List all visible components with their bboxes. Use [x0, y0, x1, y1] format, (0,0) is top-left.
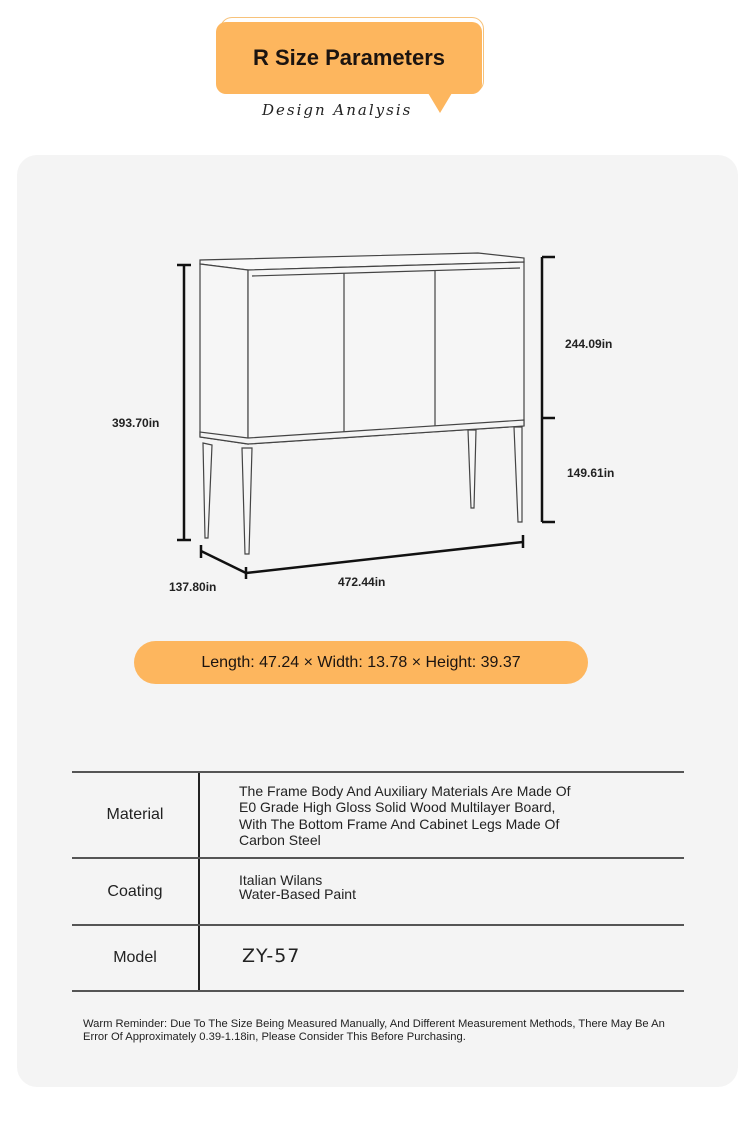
page-title: R Size Parameters [253, 45, 445, 70]
spec-value-line: Carbon Steel [239, 832, 321, 848]
total-height-label: 393.70in [112, 416, 160, 430]
leg-front-left [242, 448, 252, 554]
page-subtitle: Design Analysis [262, 101, 413, 119]
cabinet-height-label: 244.09in [565, 337, 613, 351]
model-number: ZY-57 [242, 944, 301, 967]
spec-key: Model [72, 926, 200, 990]
leg-back-right [468, 430, 476, 508]
spec-row-material [72, 773, 684, 859]
spec-value [239, 859, 684, 924]
warm-reminder: Warm Reminder: Due To The Size Being Measured Manually, And Different Measurement Methods, There May Be An Error Of Approximately 0.39-1.18in, Please Consider This Before Purchasing. [83, 1018, 665, 1043]
spec-value-line: Water-Based Paint [239, 885, 356, 902]
dimensions-summary-pill [134, 641, 588, 684]
cabinet-front [248, 262, 524, 444]
depth-label: 137.80in [169, 580, 217, 594]
spec-value-line: With The Bottom Frame And Cabinet Legs Made Of [239, 815, 560, 832]
leg-back-left [203, 443, 212, 538]
spec-key: Coating [72, 859, 200, 924]
spec-key: Material [72, 773, 200, 857]
spec-row-model [72, 926, 684, 992]
cabinet-side [200, 264, 248, 444]
spec-value-line: E0 Grade High Gloss Solid Wood Multilayer Board, [239, 799, 556, 815]
spec-value [239, 773, 684, 857]
depth-dim-line [201, 551, 246, 573]
leg-height-label: 149.61in [567, 466, 615, 480]
cabinet-drawing [200, 253, 524, 554]
spec-value-line: Italian Wilans [239, 872, 323, 888]
length-dim-line [246, 542, 523, 573]
dimensions-summary: Length: 47.24 × Width: 13.78 × Height: 39.37 [201, 653, 521, 671]
leg-front-right [514, 427, 522, 522]
spec-row-coating [72, 859, 684, 926]
spec-value-line: The Frame Body And Auxiliary Materials Are Made Of [239, 782, 571, 799]
length-label: 472.44in [338, 575, 386, 589]
spec-table [72, 771, 684, 992]
spec-value [242, 926, 684, 990]
